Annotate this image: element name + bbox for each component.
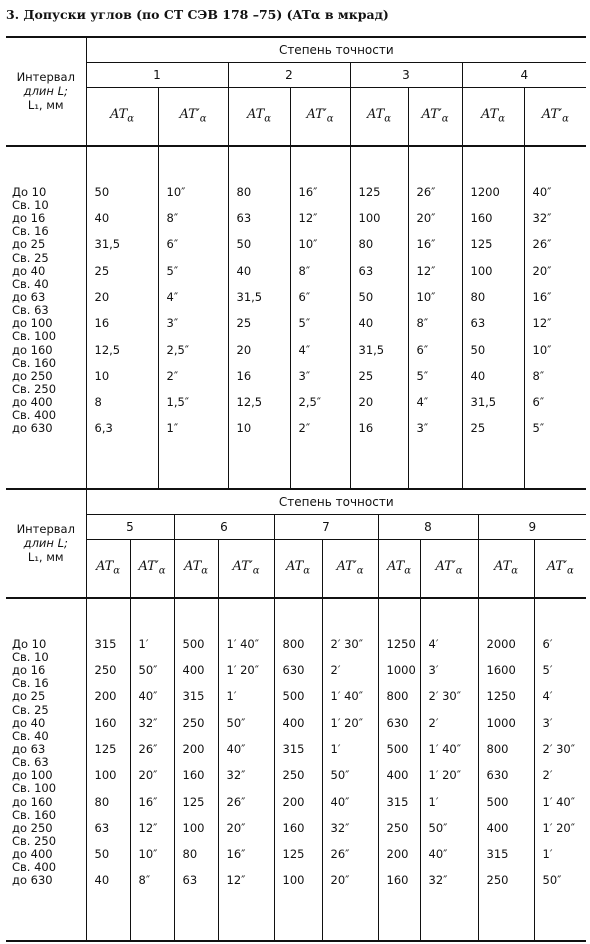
tolerance-value: 2000	[486, 636, 516, 651]
tolerance-value: 2′	[542, 768, 553, 783]
tolerance-value: 5″	[532, 421, 545, 436]
tolerance-value: 160	[386, 873, 409, 888]
tolerance-value: 32″	[428, 873, 448, 888]
tolerance-value: 4″	[416, 395, 429, 410]
interval-header-line-2: длин L;	[23, 84, 68, 99]
tolerance-value: 2,5″	[166, 342, 190, 357]
tolerance-value: 32″	[138, 715, 158, 730]
interval-label: Св. 400	[12, 860, 57, 875]
tolerance-value: 26″	[226, 794, 246, 809]
tolerance-value: 8″	[416, 316, 429, 331]
grade-6-header: 6	[174, 515, 274, 540]
grade-1-header: 1	[86, 63, 228, 88]
tolerance-value: 100	[358, 211, 381, 226]
tolerance-value: 1000	[386, 663, 416, 678]
at-alpha-header: $AT_\alpha$	[174, 540, 218, 598]
tolerance-value: 40	[358, 316, 374, 331]
tolerance-value: 40″	[226, 742, 246, 757]
grade-3-header: 3	[350, 63, 462, 88]
tolerance-value: 1′	[542, 847, 553, 862]
grade-6-at-column	[174, 598, 218, 942]
tolerance-value: 16″	[226, 847, 246, 862]
at-alpha-header: $AT_\alpha$	[86, 88, 158, 146]
at-alpha-prime-header: $AT'_\alpha$	[534, 540, 586, 598]
tolerance-value: 8	[94, 395, 102, 410]
grade-9-header: 9	[478, 515, 586, 540]
tolerance-value: 1′	[226, 689, 237, 704]
interval-header-line-3: L₁, мм	[27, 550, 64, 565]
interval-label: до 63	[12, 742, 46, 757]
tolerance-value: 500	[486, 794, 509, 809]
interval-label: Св. 100	[12, 329, 57, 344]
tolerance-value: 2′ 30″	[428, 689, 462, 704]
interval-label: До 10	[12, 636, 47, 651]
tolerance-value: 2″	[166, 368, 179, 383]
interval-label: до 630	[12, 421, 53, 436]
grade-8-at-column	[378, 598, 420, 942]
tolerance-value: 1′ 40″	[542, 794, 576, 809]
tolerance-value: 50	[358, 290, 374, 305]
tolerance-value: 3″	[166, 316, 179, 331]
grade-5-at-column	[86, 598, 130, 942]
tolerance-value: 20″	[226, 820, 246, 835]
interval-label: Св. 25	[12, 250, 49, 265]
tolerance-value: 10″	[298, 237, 318, 252]
table-title: 3. Допуски углов (по СТ СЭВ 178 –75) (ATα в мкрад)	[6, 7, 389, 22]
tolerance-value: 400	[182, 663, 205, 678]
tolerance-value: 16″	[298, 184, 318, 199]
tolerance-value: 315	[282, 742, 305, 757]
tolerance-value: 1′ 40″	[226, 636, 260, 651]
tolerance-value: 6,3	[94, 421, 113, 436]
tolerance-value: 50	[470, 342, 486, 357]
tolerance-value: 2′	[428, 715, 439, 730]
grade-8-at-prime-column	[420, 598, 478, 942]
tolerance-value: 1′	[138, 636, 149, 651]
at-alpha-prime-header: $AT'_\alpha$	[524, 88, 586, 146]
tolerance-value: 32″	[226, 768, 246, 783]
tolerance-value: 160	[470, 211, 493, 226]
tolerance-value: 80	[94, 794, 110, 809]
tolerance-value: 630	[386, 715, 409, 730]
tolerance-value: 1′ 40″	[428, 742, 462, 757]
tolerance-value: 80	[358, 237, 374, 252]
tolerance-value: 250	[94, 663, 117, 678]
tolerance-value: 4″	[166, 290, 179, 305]
tolerance-value: 26″	[532, 237, 552, 252]
tolerance-value: 10″	[166, 184, 186, 199]
tolerance-value: 200	[386, 847, 409, 862]
tolerance-value: 500	[386, 742, 409, 757]
at-alpha-header: $AT_\alpha$	[86, 540, 130, 598]
tolerance-value: 40″	[428, 847, 448, 862]
tolerance-value: 315	[486, 847, 509, 862]
tolerance-value: 4′	[542, 689, 553, 704]
interval-label: до 400	[12, 395, 53, 410]
tolerance-value: 1600	[486, 663, 516, 678]
tolerance-value: 16″	[138, 794, 158, 809]
tolerance-value: 6″	[416, 342, 429, 357]
tolerance-value: 800	[486, 742, 509, 757]
tolerance-value: 100	[470, 263, 493, 278]
tolerance-value: 315	[386, 794, 409, 809]
tolerance-value: 1200	[470, 184, 500, 199]
interval-label: до 16	[12, 663, 46, 678]
interval-label: Св. 63	[12, 755, 49, 770]
tolerance-value: 40″	[138, 689, 158, 704]
tolerance-value: 40	[94, 211, 110, 226]
tolerance-value: 50″	[330, 768, 350, 783]
interval-label: Св. 16	[12, 676, 49, 691]
interval-label: до 160	[12, 794, 53, 809]
tolerance-value: 250	[182, 715, 205, 730]
interval-label: Св. 250	[12, 834, 57, 849]
tolerance-value: 20″	[416, 211, 436, 226]
tolerance-value: 1250	[486, 689, 516, 704]
interval-label: до 40	[12, 715, 46, 730]
at-alpha-prime-header: $AT'_\alpha$	[322, 540, 378, 598]
interval-label: до 250	[12, 368, 53, 383]
tolerance-value: 160	[94, 715, 117, 730]
interval-header-line-1: Интервал	[16, 522, 75, 537]
tolerance-value: 10″	[416, 290, 436, 305]
tolerance-value: 12,5	[94, 342, 121, 357]
tolerance-value: 200	[94, 689, 117, 704]
tolerance-value: 2,5″	[298, 395, 322, 410]
at-alpha-prime-header: $AT'_\alpha$	[420, 540, 478, 598]
interval-label: до 400	[12, 847, 53, 862]
at-alpha-header: $AT_\alpha$	[274, 540, 322, 598]
tolerance-value: 20	[236, 342, 252, 357]
interval-header-line-1: Интервал	[16, 70, 75, 85]
tolerance-value: 250	[386, 820, 409, 835]
tolerance-value: 12″	[298, 211, 318, 226]
at-alpha-prime-header: $AT'_\alpha$	[218, 540, 274, 598]
tolerance-value: 1′ 20″	[226, 663, 260, 678]
tolerance-value: 50″	[428, 820, 448, 835]
tolerance-value: 1′ 20″	[542, 820, 576, 835]
tolerance-value: 5′	[542, 663, 553, 678]
grade-3-at-prime-column	[408, 146, 462, 490]
grade-header: Степень точности	[86, 489, 586, 515]
tolerance-value: 25	[358, 368, 374, 383]
interval-label: Св. 100	[12, 781, 57, 796]
tolerance-value: 20	[358, 395, 374, 410]
grade-7-at-column	[274, 598, 322, 942]
interval-header	[6, 489, 86, 598]
tolerance-value: 125	[94, 742, 117, 757]
tolerance-value: 1250	[386, 636, 416, 651]
tolerance-value: 31,5	[236, 290, 263, 305]
grade-2-at-column	[228, 146, 290, 490]
tolerance-value: 40″	[330, 794, 350, 809]
interval-labels	[6, 146, 86, 490]
tolerance-value: 63	[94, 820, 110, 835]
grade-1-at-prime-column	[158, 146, 228, 490]
interval-label: Св. 25	[12, 702, 49, 717]
interval-label: до 630	[12, 873, 53, 888]
tolerance-value: 20″	[330, 873, 350, 888]
tolerance-value: 26″	[138, 742, 158, 757]
at-alpha-prime-header: $AT'_\alpha$	[290, 88, 350, 146]
tolerance-value: 125	[282, 847, 305, 862]
tolerance-value: 3′	[428, 663, 439, 678]
tolerance-value: 50	[236, 237, 252, 252]
tolerance-value: 26″	[416, 184, 436, 199]
tolerance-value: 32″	[330, 820, 350, 835]
tolerance-value: 100	[282, 873, 305, 888]
tolerance-value: 10″	[138, 847, 158, 862]
tolerance-value: 400	[386, 768, 409, 783]
tolerance-value: 12″	[532, 316, 552, 331]
tolerance-value: 63	[358, 263, 374, 278]
tolerance-value: 1′	[330, 742, 341, 757]
tolerance-value: 25	[236, 316, 252, 331]
grade-7-header: 7	[274, 515, 378, 540]
tolerance-value: 2′ 30″	[330, 636, 364, 651]
tolerance-value: 40	[236, 263, 252, 278]
at-alpha-prime-header: $AT'_\alpha$	[158, 88, 228, 146]
at-alpha-header: $AT_\alpha$	[462, 88, 524, 146]
tolerance-value: 125	[470, 237, 493, 252]
tolerance-value: 250	[282, 768, 305, 783]
tolerance-value: 32″	[532, 211, 552, 226]
grade-header: Степень точности	[86, 37, 586, 63]
tolerance-value: 4′	[428, 636, 439, 651]
interval-label: Св. 250	[12, 382, 57, 397]
interval-labels	[6, 598, 86, 942]
tolerance-value: 3″	[416, 421, 429, 436]
grade-9-at-column	[478, 598, 534, 942]
grade-9-at-prime-column	[534, 598, 586, 942]
tolerance-value: 1′ 40″	[330, 689, 364, 704]
tolerance-value: 160	[282, 820, 305, 835]
grade-2-at-prime-column	[290, 146, 350, 490]
tolerance-value: 1′	[428, 794, 439, 809]
tolerance-value: 6″	[532, 395, 545, 410]
interval-label: Св. 160	[12, 807, 57, 822]
angle-tolerance-table-grades-5-9	[6, 488, 586, 942]
grade-2-header: 2	[228, 63, 350, 88]
tolerance-value: 800	[282, 636, 305, 651]
interval-header-line-2: длин L;	[23, 536, 68, 551]
grade-6-at-prime-column	[218, 598, 274, 942]
interval-label: до 40	[12, 263, 46, 278]
interval-label: Св. 10	[12, 198, 49, 213]
tolerance-value: 2″	[298, 421, 311, 436]
tolerance-value: 31,5	[358, 342, 385, 357]
tolerance-value: 3′	[542, 715, 553, 730]
tolerance-value: 500	[282, 689, 305, 704]
interval-header	[6, 37, 86, 146]
tolerance-value: 6′	[542, 636, 553, 651]
interval-label: Св. 40	[12, 728, 49, 743]
tolerance-value: 20	[94, 290, 110, 305]
interval-label: Св. 400	[12, 408, 57, 423]
tolerance-value: 500	[182, 636, 205, 651]
tolerance-value: 12″	[226, 873, 246, 888]
interval-label: до 63	[12, 290, 46, 305]
tolerance-value: 8″	[138, 873, 151, 888]
tolerance-value: 50	[94, 847, 110, 862]
tolerance-value: 6″	[298, 290, 311, 305]
grade-5-header: 5	[86, 515, 174, 540]
interval-label: до 25	[12, 237, 46, 252]
at-alpha-header: $AT_\alpha$	[350, 88, 408, 146]
tolerance-value: 50	[94, 184, 110, 199]
tolerance-value: 10	[94, 368, 110, 383]
interval-label: до 250	[12, 820, 53, 835]
grade-8-header: 8	[378, 515, 478, 540]
tolerance-value: 160	[182, 768, 205, 783]
tolerance-value: 50″	[226, 715, 246, 730]
tolerance-value: 12″	[416, 263, 436, 278]
at-alpha-header: $AT_\alpha$	[228, 88, 290, 146]
tolerance-value: 5″	[298, 316, 311, 331]
tolerance-value: 8″	[298, 263, 311, 278]
tolerance-value: 250	[486, 873, 509, 888]
tolerance-value: 10″	[532, 342, 552, 357]
at-alpha-prime-header: $AT'_\alpha$	[408, 88, 462, 146]
interval-header-line-3: L₁, мм	[27, 98, 64, 113]
tolerance-value: 63	[470, 316, 486, 331]
tolerance-value: 12,5	[236, 395, 263, 410]
tolerance-value: 315	[94, 636, 117, 651]
grade-4-at-column	[462, 146, 524, 490]
grade-4-header: 4	[462, 63, 586, 88]
tolerance-value: 2′	[330, 663, 341, 678]
tolerance-value: 1′ 20″	[428, 768, 462, 783]
interval-label: до 16	[12, 211, 46, 226]
tolerance-value: 5″	[416, 368, 429, 383]
tolerance-value: 100	[94, 768, 117, 783]
tolerance-value: 8″	[532, 368, 545, 383]
tolerance-value: 4″	[298, 342, 311, 357]
tolerance-value: 40	[470, 368, 486, 383]
interval-label: Св. 160	[12, 355, 57, 370]
tolerance-value: 800	[386, 689, 409, 704]
tolerance-value: 63	[236, 211, 252, 226]
interval-label: до 100	[12, 316, 53, 331]
grade-4-at-prime-column	[524, 146, 586, 490]
tolerance-value: 25	[470, 421, 486, 436]
tolerance-value: 400	[282, 715, 305, 730]
tolerance-value: 50″	[542, 873, 562, 888]
grade-3-at-column	[350, 146, 408, 490]
tolerance-value: 2′ 30″	[542, 742, 576, 757]
tolerance-value: 20″	[532, 263, 552, 278]
tolerance-value: 1000	[486, 715, 516, 730]
tolerance-value: 80	[182, 847, 198, 862]
tolerance-value: 200	[282, 794, 305, 809]
tolerance-value: 6″	[166, 237, 179, 252]
interval-label: Св. 40	[12, 276, 49, 291]
angle-tolerance-table-grades-1-4	[6, 36, 586, 490]
tolerance-value: 12″	[138, 820, 158, 835]
tolerance-value: 10	[236, 421, 252, 436]
tolerance-value: 50″	[138, 663, 158, 678]
tolerance-value: 31,5	[470, 395, 497, 410]
grade-1-at-column	[86, 146, 158, 490]
tolerance-value: 125	[358, 184, 381, 199]
tolerance-value: 630	[282, 663, 305, 678]
tolerance-value: 200	[182, 742, 205, 757]
interval-label: Св. 10	[12, 650, 49, 665]
tolerance-value: 400	[486, 820, 509, 835]
tolerance-value: 63	[182, 873, 198, 888]
tolerance-value: 1′ 20″	[330, 715, 364, 730]
interval-label: до 160	[12, 342, 53, 357]
tolerance-value: 630	[486, 768, 509, 783]
interval-label: до 100	[12, 768, 53, 783]
tolerance-value: 8″	[166, 211, 179, 226]
grade-5-at-prime-column	[130, 598, 174, 942]
at-alpha-prime-header: $AT'_\alpha$	[130, 540, 174, 598]
tolerance-value: 40	[94, 873, 110, 888]
tolerance-value: 80	[236, 184, 252, 199]
tolerance-value: 16	[358, 421, 374, 436]
interval-label: Св. 63	[12, 303, 49, 318]
at-alpha-header: $AT_\alpha$	[378, 540, 420, 598]
tolerance-value: 80	[470, 290, 486, 305]
tolerance-value: 16	[236, 368, 252, 383]
tolerance-value: 3″	[298, 368, 311, 383]
interval-label: до 25	[12, 689, 46, 704]
tolerance-value: 100	[182, 820, 205, 835]
tolerance-value: 40″	[532, 184, 552, 199]
tolerance-value: 26″	[330, 847, 350, 862]
tolerance-value: 25	[94, 263, 110, 278]
interval-label: Св. 16	[12, 224, 49, 239]
at-alpha-header: $AT_\alpha$	[478, 540, 534, 598]
tolerance-value: 315	[182, 689, 205, 704]
grade-7-at-prime-column	[322, 598, 378, 942]
tolerance-value: 16″	[416, 237, 436, 252]
tolerance-value: 31,5	[94, 237, 121, 252]
interval-label: До 10	[12, 184, 47, 199]
tolerance-value: 5″	[166, 263, 179, 278]
tolerance-value: 16	[94, 316, 110, 331]
tolerance-value: 20″	[138, 768, 158, 783]
tolerance-value: 1,5″	[166, 395, 190, 410]
tolerance-value: 16″	[532, 290, 552, 305]
tolerance-value: 125	[182, 794, 205, 809]
tolerance-value: 1″	[166, 421, 179, 436]
